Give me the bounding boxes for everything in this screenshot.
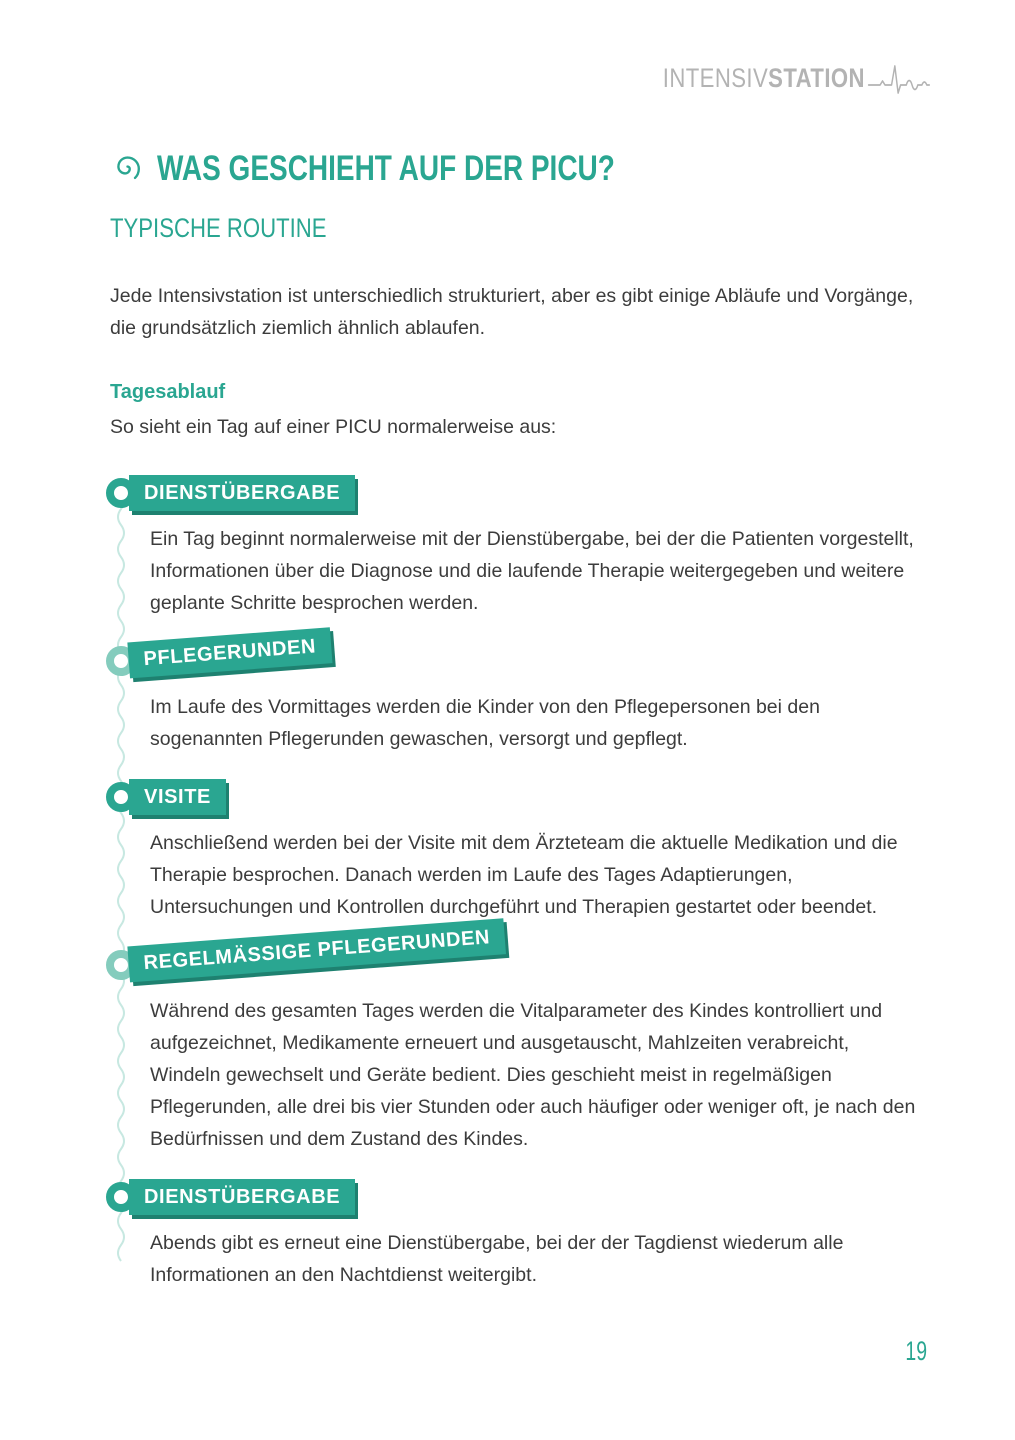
page-title: WAS GESCHIEHT AUF DER PICU? <box>157 148 615 188</box>
intensivstation-logo <box>663 58 931 92</box>
page-number: 19 <box>905 1336 927 1366</box>
timeline-stage-description: Während des gesamten Tages werden die Vitalparameter des Kindes kontrolliert und aufgezeichnet, Medikamente erneuert und ausgetauscht, Mahlzeiten verabreicht, Windeln gewechselt und Geräte bedient. Dies geschieht meist in regelmäßigen Pflegerunden, alle drei bis vier Stunden oder auch häufiger oder weniger oft, je nach den Bedürfnissen und dem Zustand des Kindes. <box>150 1000 916 1151</box>
timeline-stage-label: DIENSTÜBERGABE <box>144 482 341 505</box>
timeline-item <box>110 475 932 619</box>
logo-text-station: STATION <box>768 63 866 93</box>
timeline-stage-badge <box>127 919 506 983</box>
section-subtitle: TYPISCHE ROUTINE <box>110 213 327 243</box>
timeline-stage-description: Abends gibt es erneut eine Dienstübergabe, bei der der Tagdienst wiederum alle Informationen an den Nachtdienst weitergibt. <box>150 1232 844 1287</box>
timeline-item <box>110 1179 932 1291</box>
timeline-stage-label: REGELMÄSSIGE PFLEGERUNDEN <box>142 926 491 975</box>
timeline-item <box>110 926 932 1155</box>
timeline-stage-label: PFLEGERUNDEN <box>142 635 317 671</box>
timeline-item <box>110 635 932 755</box>
timeline-stage-badge <box>127 628 332 679</box>
timeline-stage-row <box>106 475 932 511</box>
timeline-stage-badge <box>129 475 355 511</box>
timeline-stage-badge <box>129 1179 355 1215</box>
timeline-items <box>110 475 932 1291</box>
timeline-stage-badge <box>129 779 226 815</box>
timeline-stage-row <box>106 635 932 679</box>
timeline-stage-row <box>106 926 932 983</box>
spiral-icon <box>110 151 144 185</box>
timeline-stage-description: Anschließend werden bei der Visite mit dem Ärzteteam die aktuelle Medikation und die Therapie besprochen. Danach werden im Laufe des Tages Adaptierungen, Untersuchungen und Kontrollen durchgeführt und Therapien gestartet oder beendet. <box>150 832 898 919</box>
timeline-stage-description: Im Laufe des Vormittages werden die Kinder von den Pflegepersonen bei den sogenannten Pflegerunden gewaschen, versorgt und gepflegt. <box>150 696 820 751</box>
timeline-stage-row <box>106 1179 932 1215</box>
timeline-item <box>110 779 932 923</box>
timeline-stage-label: DIENSTÜBERGABE <box>144 1186 341 1209</box>
page-content <box>110 148 932 1315</box>
timeline-squiggle-line <box>115 493 127 1263</box>
logo-text-intensiv: INTENSIV <box>663 63 769 93</box>
timeline-stage-label: VISITE <box>144 786 211 809</box>
tagesablauf-heading: Tagesablauf <box>110 381 226 404</box>
timeline-stage-row <box>106 779 932 815</box>
ecg-heartbeat-icon <box>867 58 931 98</box>
section-lead: So sieht ein Tag auf einer PICU normalerweise aus: <box>110 416 557 439</box>
timeline-stage-description: Ein Tag beginnt normalerweise mit der Dienstübergabe, bei der die Patienten vorgestellt, Informationen über die Diagnose und die laufende Therapie weitergegeben und weitere geplante Schritte besprochen werden. <box>150 528 914 615</box>
page-title-row <box>110 148 932 188</box>
daily-routine-timeline <box>110 475 932 1291</box>
intro-paragraph: Jede Intensivstation ist unterschiedlich strukturiert, aber es gibt einige Abläufe und Vorgänge, die grundsätzlich ziemlich ähnlich ablaufen. <box>110 285 914 340</box>
